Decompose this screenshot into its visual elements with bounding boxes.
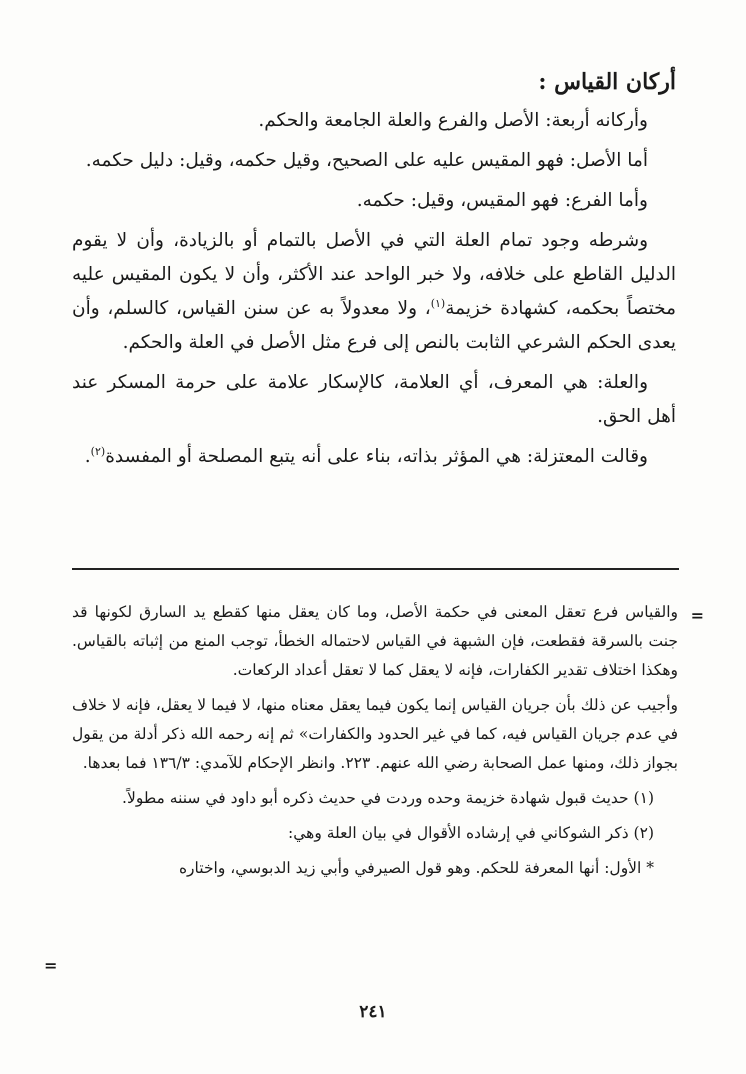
paragraph-conditions xyxy=(72,224,676,360)
paragraph-far: وأما الفرع: فهو المقيس، وقيل: حكمه. xyxy=(356,190,648,211)
continuation-marker: = xyxy=(690,606,704,625)
paragraph-mutazila xyxy=(72,440,676,474)
section-heading: أركان القياس : xyxy=(538,69,676,95)
footnote-1: (١) حديث قبول شهادة خزيمة وحده وردت في حديث ذكره أبو داود في سننه مطولاً. xyxy=(122,789,654,807)
end-continuation-marker: = xyxy=(44,956,58,975)
main-text xyxy=(72,62,676,480)
footnote-continuation-1: والقياس فرع تعقل المعنى في حكمة الأصل، وما كان يعقل منها كقطع يد السارق لكونها قد جنت بالسرقة فقطعت، فإن الشبهة في القياس لاحتماله الخطأ، توجب المنع من إثباته بالقياس. وهكذا اختلاف تقدير الكفارات، فإنه لا يعقل كما لا تعقل أعداد الركعات. xyxy=(72,603,678,679)
conditions-text-b: ، ولا معدولاً به عن سنن القياس، كالسلم، وأن يعدى الحكم الشرعي الثابت بالنص إلى فرع مثل الأصل في العلة والحكم. xyxy=(72,298,676,353)
paragraph-illa: والعلة: هي المعرف، أي العلامة، كالإسكار علامة على حرمة المسكر عند أهل الحق. xyxy=(72,372,676,427)
mutazila-text-a: وقالت المعتزلة: هي المؤثر بذاته، بناء على أنه يتبع المصلحة أو المفسدة xyxy=(105,446,648,467)
footnote-separator xyxy=(72,568,679,570)
paragraph-asl: أما الأصل: فهو المقيس عليه على الصحيح، وقيل حكمه، وقيل: دليل حكمه. xyxy=(85,150,648,171)
conditions-text-a: وشرطه وجود تمام العلة التي في الأصل بالتمام أو بالزيادة، وأن لا يقوم الدليل القاطع على خلافه، ولا خبر الواحد عند الأكثر، وأن لا يكون المقيس عليه مختصاً بحكمه، كشهادة خزيمة xyxy=(72,230,676,319)
footnote-2: (٢) ذكر الشوكاني في إرشاده الأقوال في بيان العلة وهي: xyxy=(288,824,654,842)
footnote-ref-1: (١) xyxy=(430,296,446,310)
page-number: ٢٤١ xyxy=(359,1002,387,1022)
footnote-2-item: * الأول: أنها المعرفة للحكم. وهو قول الصيرفي وأبي زيد الدبوسي، واختاره xyxy=(178,859,654,877)
footnote-continuation-2: وأجيب عن ذلك بأن جريان القياس إنما يكون فيما يعقل معناه منها، لا فيما لا يعقل، فإنه لا خلاف في عدم جريان القياس فيه، كما في غير الحدود والكفارات» ثم إنه رحمه الله ذكر أدلة من يقول بجواز ذلك، ومنها عمل الصحابة رضي الله عنهم. ٢٢٣. وانظر الإحكام للآمدي: ١٣٦/٣ فما بعدها. xyxy=(72,696,678,772)
footnote-ref-2: (٢) xyxy=(90,444,106,458)
footnotes xyxy=(72,598,678,889)
paragraph-pillars: وأركانه أربعة: الأصل والفرع والعلة الجامعة والحكم. xyxy=(258,110,648,131)
mutazila-text-b: . xyxy=(84,446,91,467)
